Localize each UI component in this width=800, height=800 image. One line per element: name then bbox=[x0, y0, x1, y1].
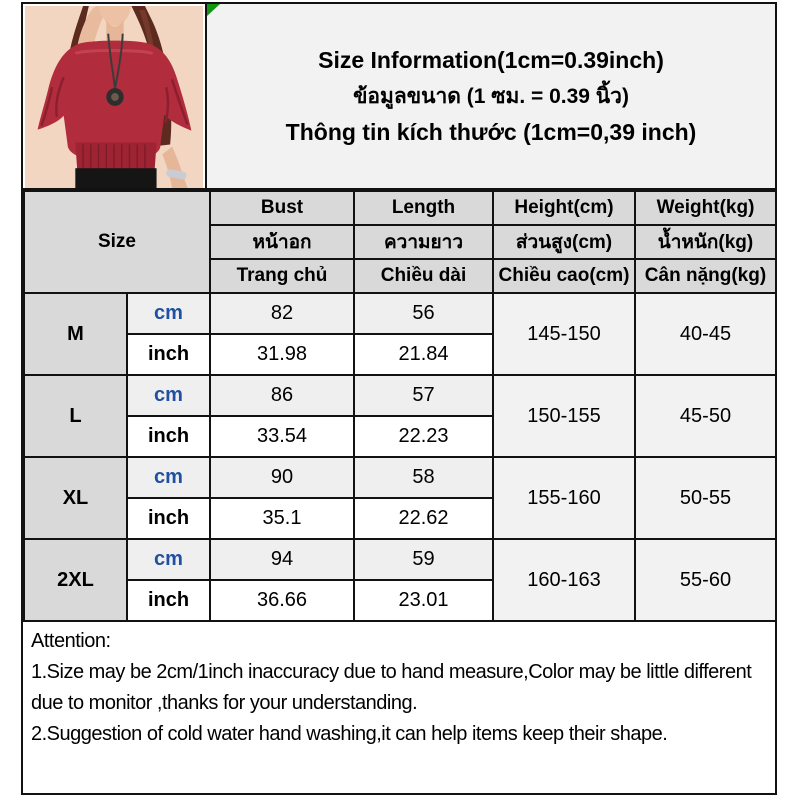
length-inch-2xl: 23.01 bbox=[354, 580, 493, 621]
height-header-th: ส่วนสูง(cm) bbox=[493, 225, 635, 259]
size-label-xl: XL bbox=[24, 457, 127, 539]
length-inch-l: 22.23 bbox=[354, 416, 493, 457]
size-label-m: M bbox=[24, 293, 127, 375]
bust-cm-xl: 90 bbox=[210, 457, 354, 498]
unit-label-cm: cm bbox=[127, 375, 210, 416]
height-range-l: 150-155 bbox=[493, 375, 635, 457]
weight-header-th: น้ำหนัก(kg) bbox=[635, 225, 776, 259]
content-frame bbox=[21, 2, 777, 795]
attention-section bbox=[23, 622, 775, 793]
size-info-header bbox=[207, 4, 775, 188]
bust-cm-2xl: 94 bbox=[210, 539, 354, 580]
row-xl-cm bbox=[24, 457, 776, 498]
green-corner-marker bbox=[207, 4, 220, 16]
size-info-title-en: Size Information(1cm=0.39inch) bbox=[318, 46, 664, 73]
bust-header-vi: Trang chủ bbox=[210, 259, 354, 293]
height-header-vi: Chiều cao(cm) bbox=[493, 259, 635, 293]
weight-range-2xl: 55-60 bbox=[635, 539, 776, 621]
bust-cm-m: 82 bbox=[210, 293, 354, 334]
length-inch-xl: 22.62 bbox=[354, 498, 493, 539]
bust-cm-l: 86 bbox=[210, 375, 354, 416]
header-row-en bbox=[24, 191, 776, 225]
length-cm-m: 56 bbox=[354, 293, 493, 334]
length-cm-xl: 58 bbox=[354, 457, 493, 498]
height-range-xl: 155-160 bbox=[493, 457, 635, 539]
unit-label-inch: inch bbox=[127, 334, 210, 375]
row-2xl-cm bbox=[24, 539, 776, 580]
row-l-cm bbox=[24, 375, 776, 416]
size-label-2xl: 2XL bbox=[24, 539, 127, 621]
bust-inch-2xl: 36.66 bbox=[210, 580, 354, 621]
bust-inch-m: 31.98 bbox=[210, 334, 354, 375]
attention-title: Attention: bbox=[31, 630, 111, 652]
length-header-th: ความยาว bbox=[354, 225, 493, 259]
length-inch-m: 21.84 bbox=[354, 334, 493, 375]
attention-note-2: 2.Suggestion of cold water hand washing,it can help items keep their shape. bbox=[31, 723, 668, 745]
unit-label-cm: cm bbox=[127, 539, 210, 580]
size-info-title-th: ข้อมูลขนาด (1 ซม. = 0.39 นิ้ว) bbox=[353, 84, 629, 108]
size-table bbox=[23, 190, 777, 622]
bust-inch-xl: 35.1 bbox=[210, 498, 354, 539]
bust-header-th: หน้าอก bbox=[210, 225, 354, 259]
bust-header-en: Bust bbox=[210, 191, 354, 225]
weight-range-m: 40-45 bbox=[635, 293, 776, 375]
attention-note-1: 1.Size may be 2cm/1inch inaccuracy due to hand measure,Color may be little different due to monitor ,thanks for your understanding. bbox=[31, 661, 752, 714]
weight-header-vi: Cân nặng(kg) bbox=[635, 259, 776, 293]
length-cm-2xl: 59 bbox=[354, 539, 493, 580]
length-header-en: Length bbox=[354, 191, 493, 225]
length-cm-l: 57 bbox=[354, 375, 493, 416]
length-header-vi: Chiều dài bbox=[354, 259, 493, 293]
size-column-header: Size bbox=[24, 191, 210, 293]
product-photo bbox=[23, 4, 207, 188]
size-label-l: L bbox=[24, 375, 127, 457]
height-header-en: Height(cm) bbox=[493, 191, 635, 225]
bust-inch-l: 33.54 bbox=[210, 416, 354, 457]
unit-label-inch: inch bbox=[127, 580, 210, 621]
unit-label-inch: inch bbox=[127, 498, 210, 539]
weight-header-en: Weight(kg) bbox=[635, 191, 776, 225]
weight-range-xl: 50-55 bbox=[635, 457, 776, 539]
height-range-2xl: 160-163 bbox=[493, 539, 635, 621]
unit-label-cm: cm bbox=[127, 293, 210, 334]
weight-range-l: 45-50 bbox=[635, 375, 776, 457]
unit-label-inch: inch bbox=[127, 416, 210, 457]
top-section bbox=[23, 4, 775, 190]
unit-label-cm: cm bbox=[127, 457, 210, 498]
row-m-cm bbox=[24, 293, 776, 334]
height-range-m: 145-150 bbox=[493, 293, 635, 375]
size-info-title-vi: Thông tin kích thước (1cm=0,39 inch) bbox=[285, 118, 697, 145]
model-illustration-image bbox=[25, 6, 203, 188]
